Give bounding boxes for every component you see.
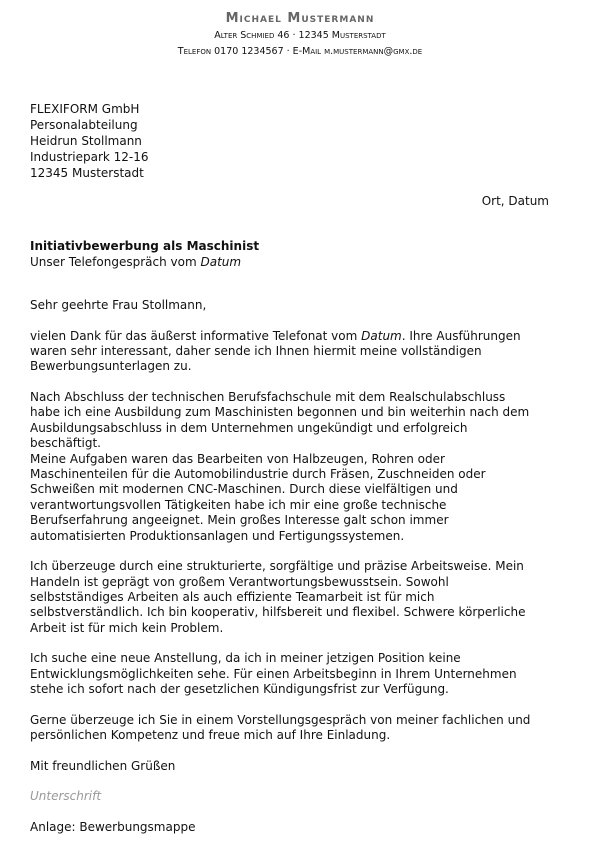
- paragraph-thanks-before: vielen Dank für das äußerst informative Telefonat vom: [30, 328, 362, 343]
- subject-block: [30, 238, 259, 270]
- paragraph-thanks: [30, 329, 535, 375]
- letter-body: [30, 298, 535, 851]
- paragraph-thanks-date: Datum: [361, 328, 402, 343]
- letter-header: [0, 10, 600, 60]
- paragraph-qualities: Ich überzeuge durch eine strukturierte, sorgfältige und präzise Arbeitsweise. Mein Handeln ist geprägt von großem Verantwortungsbewusstsein. Sowohl selbstständiges Arbeiten als auch effiziente Teamarbeit ist für mich selbstverständlich. Ich bin kooperativ, hilfsbereit und flexibel. Schwere körperliche Arbeit ist für mich kein Problem.: [30, 559, 526, 635]
- subject-title: Initiativbewerbung als Maschinist: [30, 239, 260, 253]
- recipient-person: Heidrun Stollmann: [30, 134, 142, 148]
- attachment: Anlage: Bewerbungsmappe: [30, 820, 196, 835]
- recipient-address: [30, 101, 149, 181]
- recipient-department: Personalabteilung: [30, 118, 138, 132]
- signature: Unterschrift: [30, 789, 102, 804]
- paragraph-thanks-after: . Ihre Ausführungen waren sehr interessant, daher sende ich Ihnen hiermit meine vollständigen Bewerbungsunterlagen zu.: [30, 328, 521, 374]
- recipient-company: FLEXIFORM GmbH: [30, 102, 140, 116]
- recipient-street: Industriepark 12-16: [30, 150, 149, 164]
- salutation: Sehr geehrte Frau Stollmann,: [30, 298, 207, 312]
- subject-reference-date: Datum: [200, 255, 242, 269]
- place-date: Ort, Datum: [481, 194, 549, 208]
- paragraph-education: Nach Abschluss der technischen Berufsfachschule mit dem Realschulabschluss habe ich eine Ausbildung zum Maschinisten begonnen und bin weiterhin nach dem Ausbildungsabschluss in dem Unternehmen ungekündigt und erfolgreich beschäftigt.: [30, 390, 530, 451]
- closing: Mit freundlichen Grüßen: [30, 758, 176, 773]
- sender-name: Michael Mustermann: [225, 11, 375, 26]
- sender-address: Alter Schmied 46 · 12345 Musterstadt: [214, 30, 386, 41]
- paragraph-motivation: Ich suche eine neue Anstellung, da ich in meiner jetzigen Position keine Entwicklungsmöglichkeiten sehe. Für einen Arbeitsbeginn in Ihrem Unternehmen stehe ich sofort nach der gesetzlichen Kündigungsfrist zur Verfügung.: [30, 651, 517, 697]
- subject-reference: [30, 254, 259, 270]
- paragraph-tasks: Meine Aufgaben waren das Bearbeiten von Halbzeugen, Rohren oder Maschinenteilen für die Automobilindustrie durch Fräsen, Zuschneiden oder Schweißen mit modernen CNC-Maschinen. Durch diese vielfältigen und verantwortungsvollen Tätigkeiten habe ich mir eine große technische Berufserfahrung angeeignet. Mein großes Interesse galt schon immer automatisierten Produktionsanlagen und Fertigungssystemen.: [30, 451, 486, 543]
- paragraph-closing-text: Gerne überzeuge ich Sie in einem Vorstellungsgespräch von meiner fachlichen und persönlichen Kompetenz und freue mich auf Ihre Einladung.: [30, 712, 531, 743]
- sender-contact: Telefon 0170 1234567 · E-Mail m.mustermann@gmx.de: [177, 46, 423, 57]
- recipient-city: 12345 Musterstadt: [30, 166, 144, 180]
- subject-reference-prefix: Unser Telefongespräch vom: [30, 255, 201, 269]
